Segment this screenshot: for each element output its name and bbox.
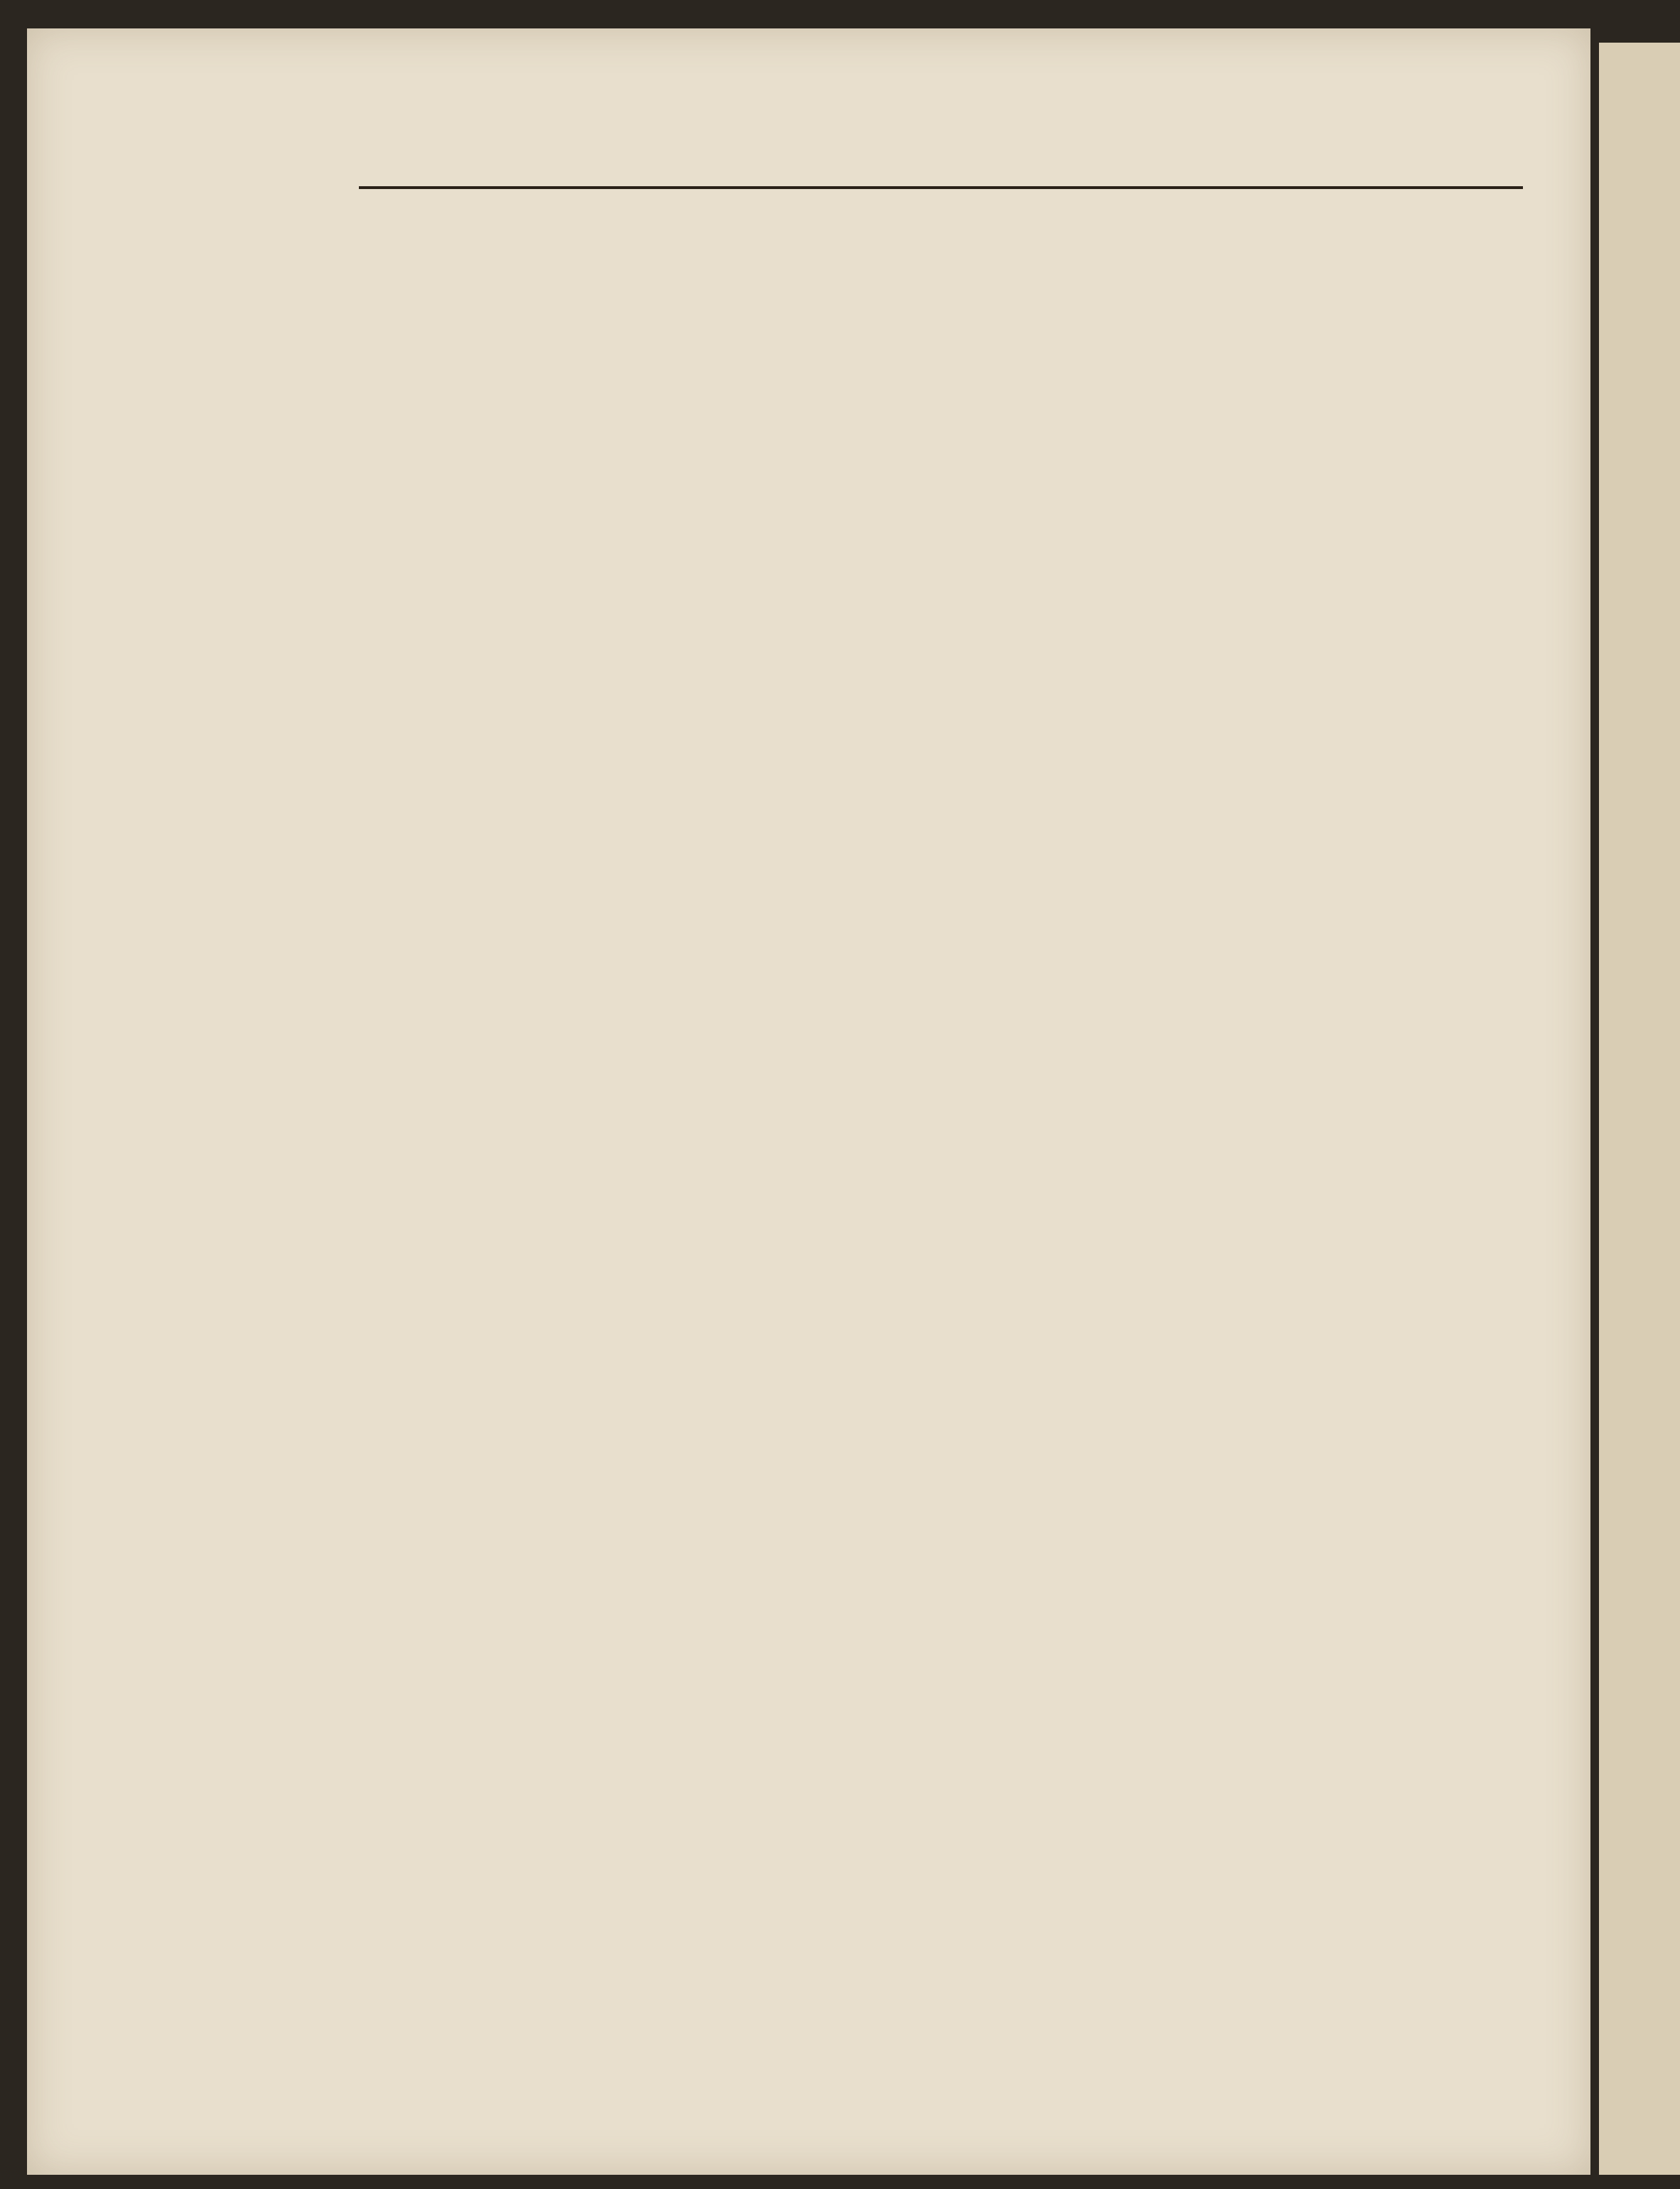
facing-page-edge <box>1599 43 1680 2175</box>
header-rule <box>359 186 1523 189</box>
book-page <box>27 28 1590 2175</box>
